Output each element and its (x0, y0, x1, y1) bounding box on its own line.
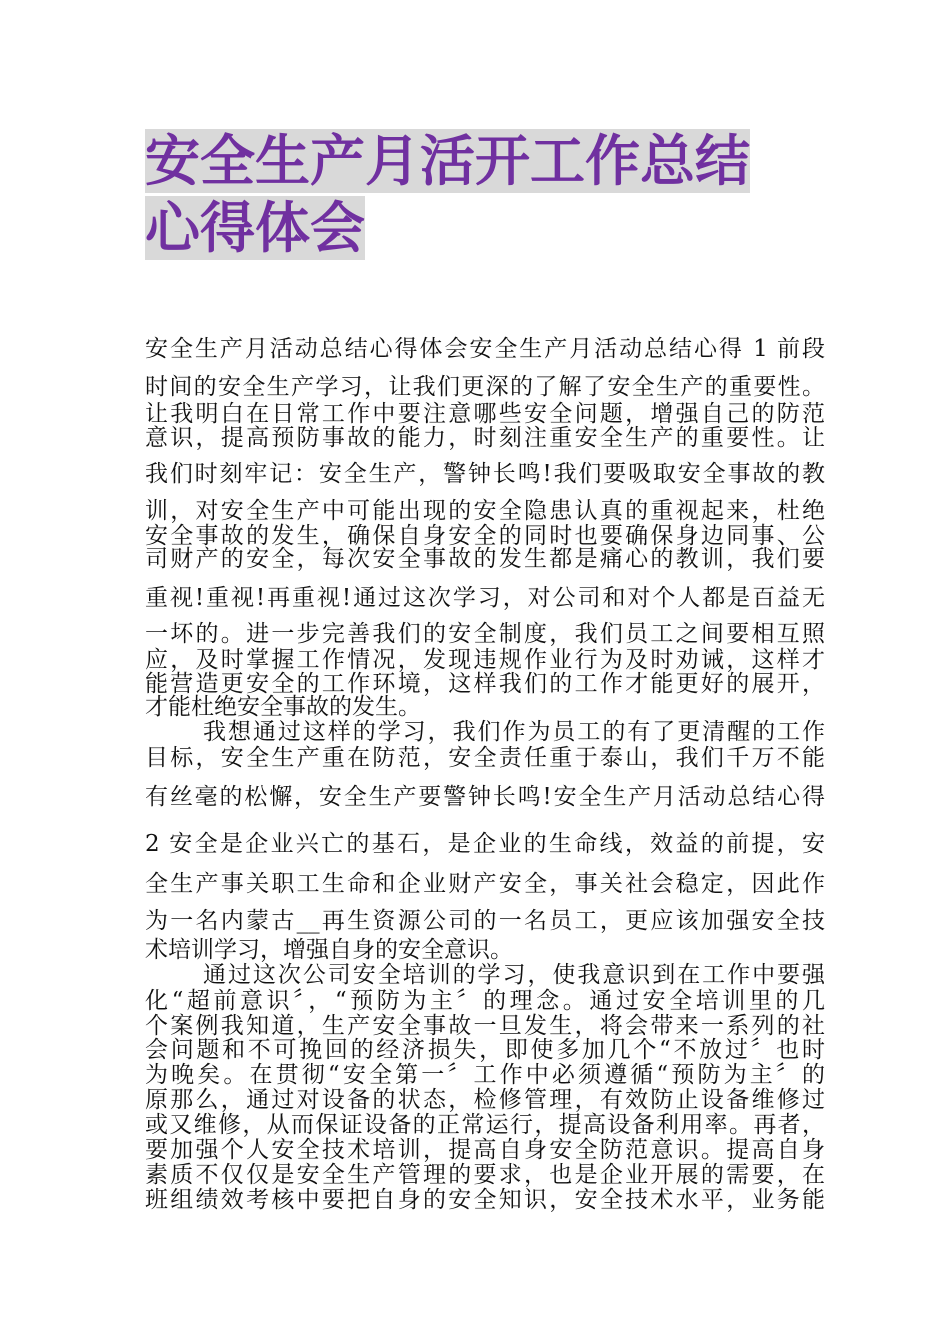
title-line-2: 心得体会 (145, 196, 366, 260)
body-text-line: 时间的安全生产学习，让我们更深的了解了安全生产的重要性。 (145, 374, 825, 400)
body-text-line: 原那么，通过对设备的状态，检修管理，有效防止设备维修过 (145, 1087, 825, 1113)
body-text-line: 术培训学习，增强自身的安全意识。 (145, 937, 513, 963)
body-text-line: 通过这次公司安全培训的学习，使我意识到在工作中要强 (203, 962, 825, 988)
body-text-line: 为晚矣。在贯彻“安全第一〞工作中必须遵循“预防为主〞的 (145, 1062, 825, 1088)
body-text-line: 一坏的。进一步完善我们的安全制度，我们员工之间要相互照 (145, 621, 825, 647)
body-text-line: 才能杜绝安全事故的发生。 (145, 694, 421, 720)
body-text-line: 有丝毫的松懈，安全生产要警钟长鸣!安全生产月活动总结心得 (145, 784, 825, 810)
body-text-line: 个案例我知道，生产安全事故一旦发生，将会带来一系列的社 (145, 1013, 825, 1039)
body-text-line: 安全生产月活动总结心得体会安全生产月活动总结心得 1 前段 (145, 336, 825, 362)
body-text-line: 要加强个人安全技术培训，提高自身安全防范意识。提高自身 (145, 1137, 825, 1163)
body-text-line: 安全事故的发生，确保自身安全的同时也要确保身边同事、公 (145, 523, 825, 549)
body-text-line: 让我明白在日常工作中要注意哪些安全问题，增强自己的防范 (145, 401, 825, 427)
body-text-line: 班组绩效考核中要把自身的安全知识，安全技术水平，业务能 (145, 1187, 825, 1213)
body-text-line: 应，及时掌握工作情况，发现违规作业行为及时劝诫，这样才 (145, 647, 825, 673)
body-text-line: 司财产的安全，每次安全事故的发生都是痛心的教训，我们要 (145, 546, 825, 572)
page-title (145, 128, 825, 262)
body-text-line: 全生产事关职工生命和企业财产安全，事关社会稳定，因此作 (145, 871, 825, 897)
body-text-line: 为一名内蒙古__再生资源公司的一名员工，更应该加强安全技 (145, 908, 825, 934)
body-text-line: 意识，提高预防事故的能力，时刻注重安全生产的重要性。让 (145, 425, 825, 451)
body-text-line: 我想通过这样的学习，我们作为员工的有了更清醒的工作 (203, 719, 825, 745)
body-text-line: 我们时刻牢记：安全生产，警钟长鸣!我们要吸取安全事故的教 (145, 461, 825, 487)
body-text-line: 化“超前意识〞，“预防为主〞的理念。通过安全培训里的几 (145, 988, 825, 1014)
body-text-line: 目标，安全生产重在防范，安全责任重于泰山，我们千万不能 (145, 745, 825, 771)
title-line-1: 安全生产月活开工作总结 (145, 129, 751, 193)
body-text-line: 训，对安全生产中可能出现的安全隐患认真的重视起来，杜绝 (145, 498, 825, 524)
body-text-line: 2 安全是企业兴亡的基石，是企业的生命线，效益的前提，安 (145, 831, 825, 857)
body-text-line: 素质不仅仅是安全生产管理的要求，也是企业开展的需要，在 (145, 1162, 825, 1188)
body-text-line: 会问题和不可挽回的经济损失，即使多加几个“不放过〞也时 (145, 1037, 825, 1063)
body-text-line: 重视!重视!再重视!通过这次学习，对公司和对个人都是百益无 (145, 585, 825, 611)
body-text-line: 或又维修，从而保证设备的正常运行，提高设备利用率。再者， (145, 1112, 825, 1138)
body-text-line: 能营造更安全的工作环境，这样我们的工作才能更好的展开， (145, 671, 825, 697)
